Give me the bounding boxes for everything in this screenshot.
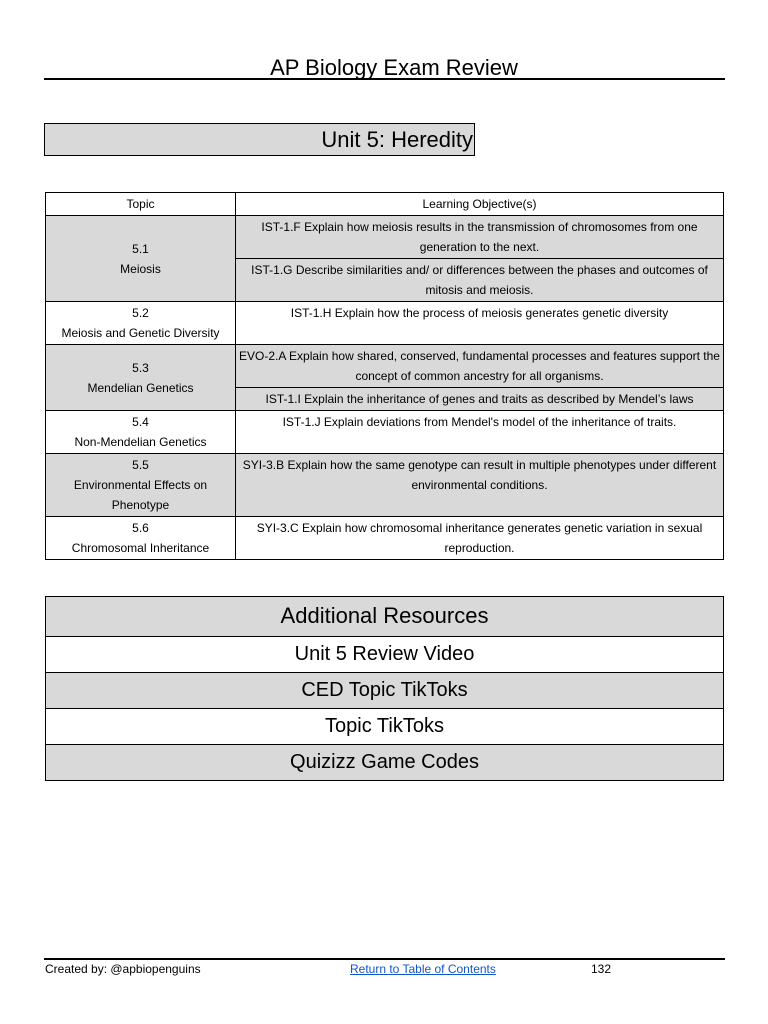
table-row xyxy=(46,345,724,388)
return-to-toc-link[interactable]: Return to Table of Contents xyxy=(350,962,496,976)
topic-cell xyxy=(46,302,236,345)
unit-title-box xyxy=(44,123,475,156)
topic-cell xyxy=(46,411,236,454)
resource-unit-review-video[interactable]: Unit 5 Review Video xyxy=(46,637,724,673)
topic-name: Non-Mendelian Genetics xyxy=(74,435,207,449)
objective-cell: SYI-3.C Explain how chromosomal inheritance generates genetic variation in sexual reproduction. xyxy=(236,517,724,560)
resources-header-row xyxy=(46,597,724,637)
footer-credit: Created by: @apbiopenguins xyxy=(45,962,201,976)
table-row xyxy=(46,411,724,454)
topic-cell xyxy=(46,345,236,411)
topic-cell xyxy=(46,216,236,302)
objective-cell: IST-1.G Describe similarities and/ or differences between the phases and outcomes of mitosis and meiosis. xyxy=(236,259,724,302)
table-row xyxy=(46,216,724,259)
resource-topic-tiktoks[interactable]: Topic TikToks xyxy=(46,709,724,745)
resource-quizizz-game-codes[interactable]: Quizizz Game Codes xyxy=(46,745,724,781)
topic-name: Chromosomal Inheritance xyxy=(71,541,210,555)
table-row xyxy=(46,517,724,560)
table-header-row xyxy=(46,193,724,216)
table-row xyxy=(46,302,724,345)
topic-column-header: Topic xyxy=(46,193,236,216)
resource-ced-topic-tiktoks[interactable]: CED Topic TikToks xyxy=(46,673,724,709)
objective-cell: IST-1.H Explain how the process of meiosis generates genetic diversity xyxy=(236,302,724,345)
resource-row xyxy=(46,745,724,781)
page-title: AP Biology Exam Review xyxy=(270,55,518,80)
topic-name: Mendelian Genetics xyxy=(87,380,194,395)
learning-objectives-table xyxy=(45,192,724,560)
topic-number: 5.4 xyxy=(132,415,149,429)
objectives-column-header: Learning Objective(s) xyxy=(236,193,724,216)
topic-name: Meiosis and Genetic Diversity xyxy=(61,326,220,340)
topic-cell xyxy=(46,454,236,517)
unit-title: Unit 5: Heredity xyxy=(321,127,473,152)
resources-title: Additional Resources xyxy=(46,597,724,637)
topic-number: 5.1 xyxy=(132,241,149,256)
topic-number: 5.2 xyxy=(132,306,149,320)
objective-cell: IST-1.F Explain how meiosis results in the transmission of chromosomes from one generation to the next. xyxy=(236,216,724,259)
topic-name: Meiosis xyxy=(120,261,161,276)
objective-cell: EVO-2.A Explain how shared, conserved, fundamental processes and features support the concept of common ancestry for all organisms. xyxy=(236,345,724,388)
resource-row xyxy=(46,637,724,673)
topic-number: 5.6 xyxy=(132,521,149,535)
footer-divider xyxy=(44,958,725,960)
topic-name: Environmental Effects on Phenotype xyxy=(73,478,208,512)
additional-resources-table xyxy=(45,596,724,781)
resource-row xyxy=(46,673,724,709)
page-number: 132 xyxy=(591,962,612,976)
objective-cell: SYI-3.B Explain how the same genotype can result in multiple phenotypes under different environmental conditions. xyxy=(236,454,724,517)
table-row xyxy=(46,454,724,517)
topic-cell xyxy=(46,517,236,560)
title-underline xyxy=(44,78,725,80)
resource-row xyxy=(46,709,724,745)
objective-cell: IST-1.I Explain the inheritance of genes and traits as described by Mendel’s laws xyxy=(236,388,724,411)
objective-cell: IST-1.J Explain deviations from Mendel's model of the inheritance of traits. xyxy=(236,411,724,454)
topic-number: 5.3 xyxy=(132,360,149,375)
topic-number: 5.5 xyxy=(132,458,149,472)
